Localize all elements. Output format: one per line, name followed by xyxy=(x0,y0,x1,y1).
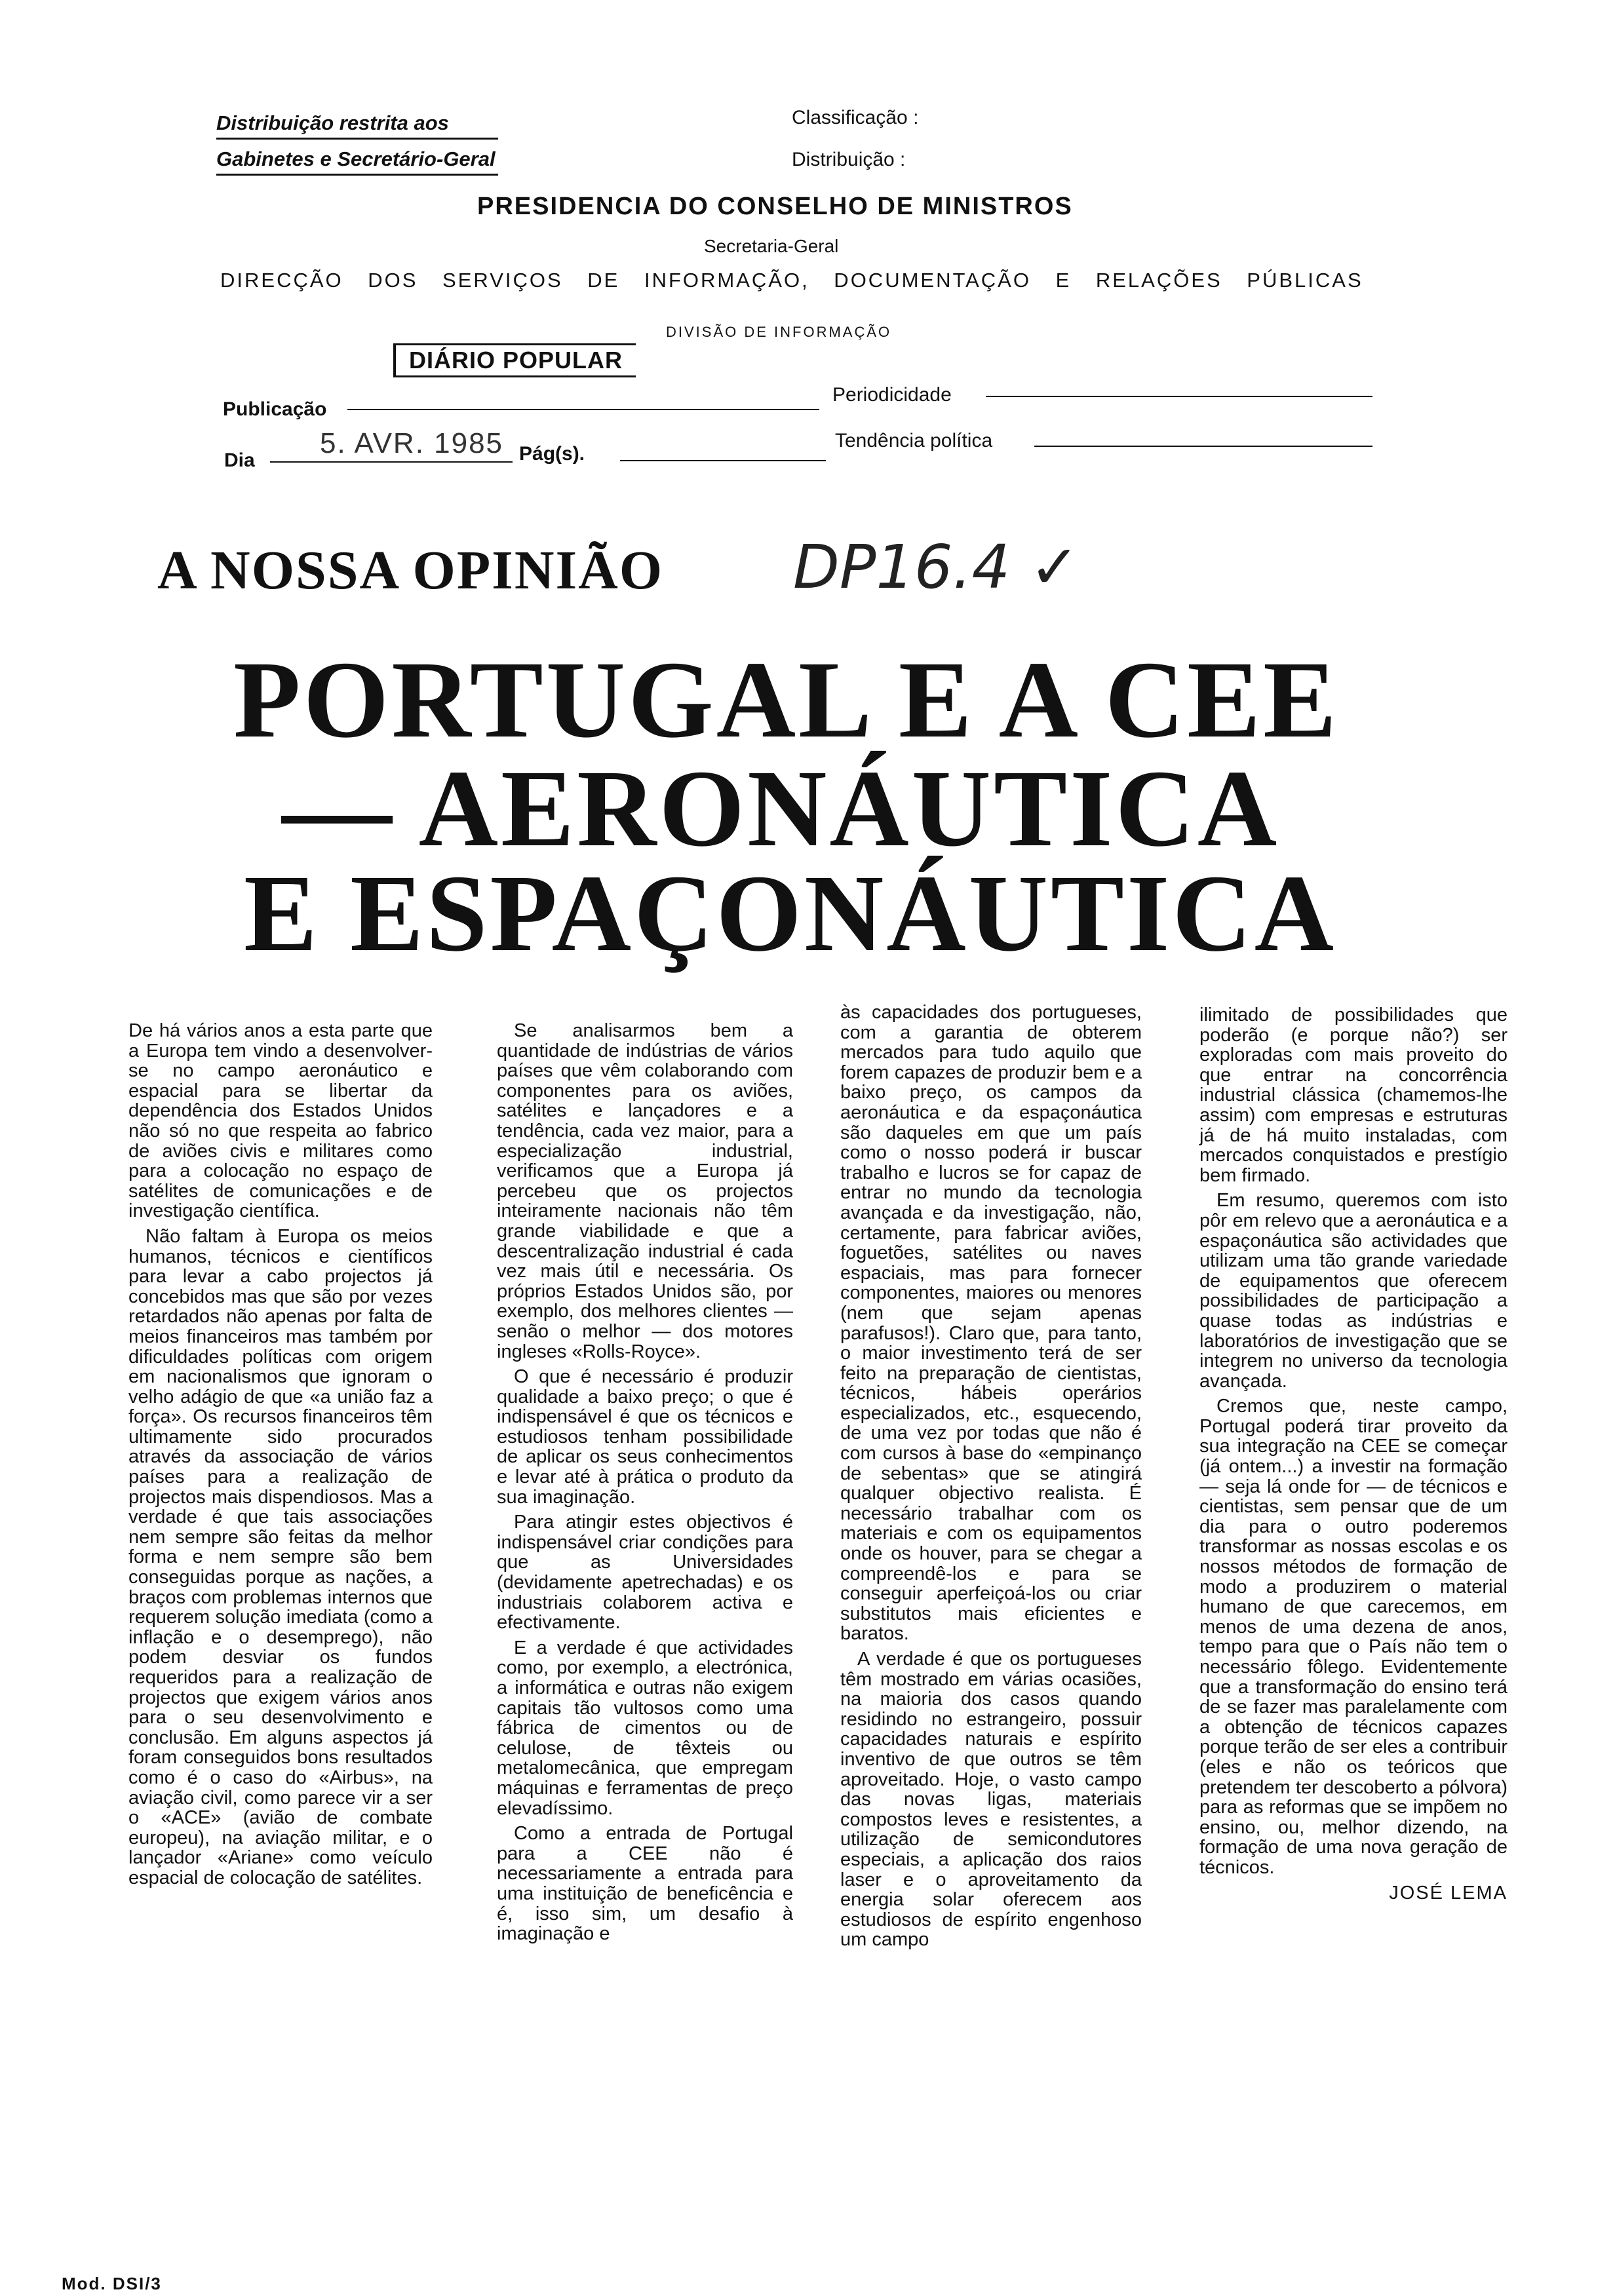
direccao-line: DIRECÇÃO DOS SERVIÇOS DE INFORMAÇÃO, DOCUMENTAÇÃO E RELAÇÕES PÚBLICAS xyxy=(220,269,1363,292)
paragraph: A verdade é que os portugueses têm mostrado em várias ocasiões, na maioria dos casos quando residindo no estrangeiro, possuir capacidades naturais e espírito inventivo de que outros se têm aproveitado. Hoje, o vasto campo das novas ligas, materiais compostos leves e resistentes, a utilização de semicondutores especiais, a aplicação dos raios laser e o aproveitamento da energia solar oferecem aos estudiosos de espírito engenhoso um campo xyxy=(840,1649,1142,1951)
section-title: A NOSSA OPINIÃO xyxy=(157,540,664,601)
article-column-1 xyxy=(128,1021,433,1894)
handwritten-note: DP16.4 ✓ xyxy=(793,532,1080,602)
paragraph: Se analisarmos bem a quantidade de indústrias de vários países que vêm colaborando com componentes para os aviões, satélites e lançadores e a tendência, cada vez maior, para a especialização industrial, verificamos que a Europa já percebeu que os projectos inteiramente nacionais não têm grande viabilidade e que a descentralização industrial é cada vez mais útil e necessária. Os próprios Estados Unidos são, por exemplo, dos melhores clientes — senão o melhor — dos motores ingleses «Rolls-Royce». xyxy=(497,1020,793,1362)
paragraph: Em resumo, queremos com isto pôr em relevo que a aeronáutica e a espaçonáutica são actividades que utilizam uma tão grande variedade de equipamentos que oferecem possibilidades de participação a quase todas as indústrias e laboratórios de investigação que se integrem no universo da tecnologia avançada. xyxy=(1199,1190,1508,1392)
restriction-line-2: Gabinetes e Secretário-Geral xyxy=(216,146,498,176)
secretaria-label: Secretaria-Geral xyxy=(704,236,839,256)
paragraph: às capacidades dos portugueses, com a garantia de obterem mercados para tudo aquilo que forem capazes de produzir bem e a baixo preço, os campos da aeronáutica e da espaçonáutica são daqueles em que um país como o nosso poderá ir buscar trabalho e lucros se for capaz de entrar no mundo da tecnologia avançada e da investigação, não, certamente, para fabricar aviões, foguetões, satélites ou naves espaciais, mas para fornecer componentes, maiores ou menores (nem que sejam apenas parafusos!). Claro que, para tanto, o maior investimento terá de ser feito na preparação de cientistas, técnicos, hábeis operários especializados, etc., esquecendo, de uma vez por todas que não é com cursos à base do «empinanço de sebentas» que se atingirá qualquer objectivo realista. É necessário trabalhar com os materiais e com os equipamentos onde os houver, para se chegar a compreendê-los e para se conseguir aperfeiçoá-los ou criar substitutos mais eficientes e baratos. xyxy=(840,1002,1142,1645)
publicacao-label: Publicação xyxy=(223,398,327,420)
paragraph: Para atingir estes objectivos é indispensável criar condições para que as Universidades (devidamente apetrechadas) e os industriais colaborem activa e efectivamente. xyxy=(497,1512,793,1634)
article-column-4 xyxy=(1199,1005,1508,1903)
classification-block xyxy=(792,97,918,181)
distribuicao-label: Distribuição : xyxy=(792,149,906,170)
tendencia-label: Tendência política xyxy=(835,430,993,451)
paragraph: De há vários anos a esta parte que a Europa tem vindo a desenvolver-se no campo aeronáutico e espacial para se libertar da dependência dos Estados Unidos não só no que respeita ao fabrico de aviões civis e militares como para a colocação no espaço de satélites de comunicações e de investigação científica. xyxy=(128,1020,433,1222)
classificacao-label: Classificação : xyxy=(792,107,919,128)
article-column-3 xyxy=(840,1003,1142,1955)
author-name: JOSÉ LEMA xyxy=(1389,1882,1508,1904)
paragraph: E a verdade é que actividades como, por exemplo, a electrónica, a informática e outras não exigem capitais tão vultosos como uma fábrica de cimentos ou de celulose, de têxteis ou metalomecânica, que empregam máquinas e ferramentas de preço elevadíssimo. xyxy=(497,1637,793,1819)
divisao-label: DIVISÃO DE INFORMAÇÃO xyxy=(666,324,892,340)
date-stamp: 5. AVR. 1985 xyxy=(320,427,504,459)
headline-line-2: — AERONÁUTICA xyxy=(282,748,1280,870)
publicacao-line xyxy=(347,409,819,410)
periodicidade-line xyxy=(986,396,1372,397)
periodicidade-label: Periodicidade xyxy=(832,384,952,406)
dia-line xyxy=(270,461,513,463)
paragraph: ilimitado de possibilidades que poderão (e porque não?) ser exploradas com mais proveito do que entrar na concorrência industrial clássica (chamemos-lhe assim) com empresas e estruturas já de há muito instaladas, com mercados conquistados e prestígio bem firmado. xyxy=(1199,1004,1508,1186)
paragraph: Cremos que, neste campo, Portugal poderá tirar proveito da sua integração na CEE se começar (já ontem...) a investir na formação — seja lá onde for — de técnicos e cientistas, sem pensar que de um dia para o outro poderemos transformar as nossas escolas e os nossos métodos de formação de modo a produzirem o material humano de que carecemos, em menos de uma dezena de anos, tempo para que o País não tem o necessário fôlego. Evidentemente que a transformação do ensino terá de se fazer mas paralelamente com a obtenção de técnicos capazes porque terão de ser eles a contribuir (eles e não os teóricos que pretendem ter descoberto a pólvora) para as reformas que se impõem no ensino, ou, melhor dizendo, na formação de uma nova geração de técnicos. xyxy=(1199,1396,1508,1878)
headline-line-1: PORTUGAL E A CEE xyxy=(233,639,1340,761)
restriction-line-1: Distribuição restrita aos xyxy=(216,110,498,140)
paragraph: Não faltam à Europa os meios humanos, técnicos e científicos para levar a cabo projectos já concebidos mas que são por vezes retardados não apenas por falta de meios financeiros mas também por dificuldades políticas com origem em nacionalismos que ignoram o velho adágio de que «a união faz a força». Os recursos financeiros têm ultimamente sido procurados através da associação de vários países para a realização de projectos mais dispendiosos. Mas a verdade é que tais associações nem sempre são feitas da melhor forma e nem sempre são bem conseguidas porque as nações, a braços com problemas internos que requerem solução imediata (como a inflação e o desemprego), não podem desviar os fundos requeridos para a realização de projectos que exigem vários anos para o seu desenvolvimento e conclusão. Em alguns aspectos já foram conseguidos bons resultados como é o caso do «Airbus», na aviação civil, como parece vir a ser o «ACE» (avião de combate europeu), na aviação militar, e o lançador «Ariane» como veículo espacial de colocação de satélites. xyxy=(128,1225,433,1888)
article-column-2 xyxy=(497,1021,793,1949)
dia-label: Dia xyxy=(224,450,255,471)
organization-title: PRESIDENCIA DO CONSELHO DE MINISTROS xyxy=(477,193,1073,220)
pags-line xyxy=(620,460,826,461)
restriction-note xyxy=(216,110,498,182)
publication-stamp: DIÁRIO POPULAR xyxy=(393,343,636,377)
pags-label: Pág(s). xyxy=(519,443,585,465)
paragraph: Como a entrada de Portugal para a CEE não é necessariamente a entrada para uma instituição de beneficência e é, isso sim, um desafio à imaginação e xyxy=(497,1823,793,1945)
paragraph: O que é necessário é produzir qualidade a baixo preço; o que é indispensável é que os técnicos e estudiosos tenham possibilidade de aplicar os seus conhecimentos e levar até à prática o produto da sua imaginação. xyxy=(497,1366,793,1508)
form-code: Mod. DSI/3 xyxy=(62,2274,162,2293)
tendencia-line xyxy=(1034,446,1372,447)
headline-line-3: E ESPAÇONÁUTICA xyxy=(244,852,1337,974)
